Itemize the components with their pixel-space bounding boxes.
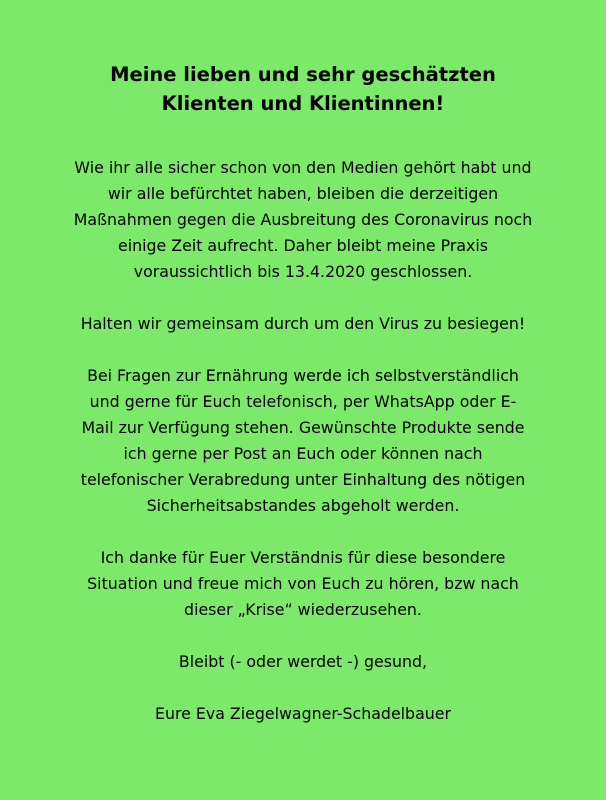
thanks-paragraph (0, 545, 606, 623)
closure-line: Wie ihr alle sicher schon von den Medien gehört habt und (74, 158, 532, 177)
encouragement-line: Halten wir gemeinsam durch um den Virus zu besiegen! (80, 314, 526, 333)
notice-title (0, 60, 606, 118)
contact-line: Mail zur Verfügung stehen. Gewünschte Produkte sende (81, 418, 525, 437)
thanks-line: dieser „Krise“ wiederzusehen. (184, 600, 422, 619)
closure-paragraph (0, 155, 606, 285)
contact-line: ich gerne per Post an Euch oder können nach (123, 444, 483, 463)
encouragement-paragraph (0, 311, 606, 337)
thanks-line: Situation und freue mich von Euch zu hören, bzw nach (87, 574, 519, 593)
closure-line: einige Zeit aufrecht. Daher bleibt meine Praxis (118, 236, 488, 255)
contact-line: Sicherheitsabstandes abgeholt werden. (146, 496, 460, 515)
title-line-2: Klienten und Klientinnen! (161, 92, 445, 115)
closure-line: wir alle befürchtet haben, bleiben die derzeitigen (107, 184, 499, 203)
signature-line: Eure Eva Ziegelwagner-Schadelbauer (155, 704, 451, 723)
closure-line: voraussichtlich bis 13.4.2020 geschlossen. (133, 262, 473, 281)
signature (0, 701, 606, 727)
contact-paragraph (0, 363, 606, 519)
thanks-line: Ich danke für Euer Verständnis für diese besondere (100, 548, 506, 567)
contact-line: telefonischer Verabredung unter Einhaltung des nötigen (80, 470, 526, 489)
title-line-1: Meine lieben und sehr geschätzten (110, 63, 496, 86)
contact-line: und gerne für Euch telefonisch, per WhatsApp oder E- (89, 392, 517, 411)
greeting-line: Bleibt (- oder werdet -) gesund, (178, 652, 428, 671)
closure-line: Maßnahmen gegen die Ausbreitung des Coronavirus noch (73, 210, 533, 229)
contact-line: Bei Fragen zur Ernährung werde ich selbstverständlich (87, 366, 519, 385)
closing-greeting (0, 649, 606, 675)
